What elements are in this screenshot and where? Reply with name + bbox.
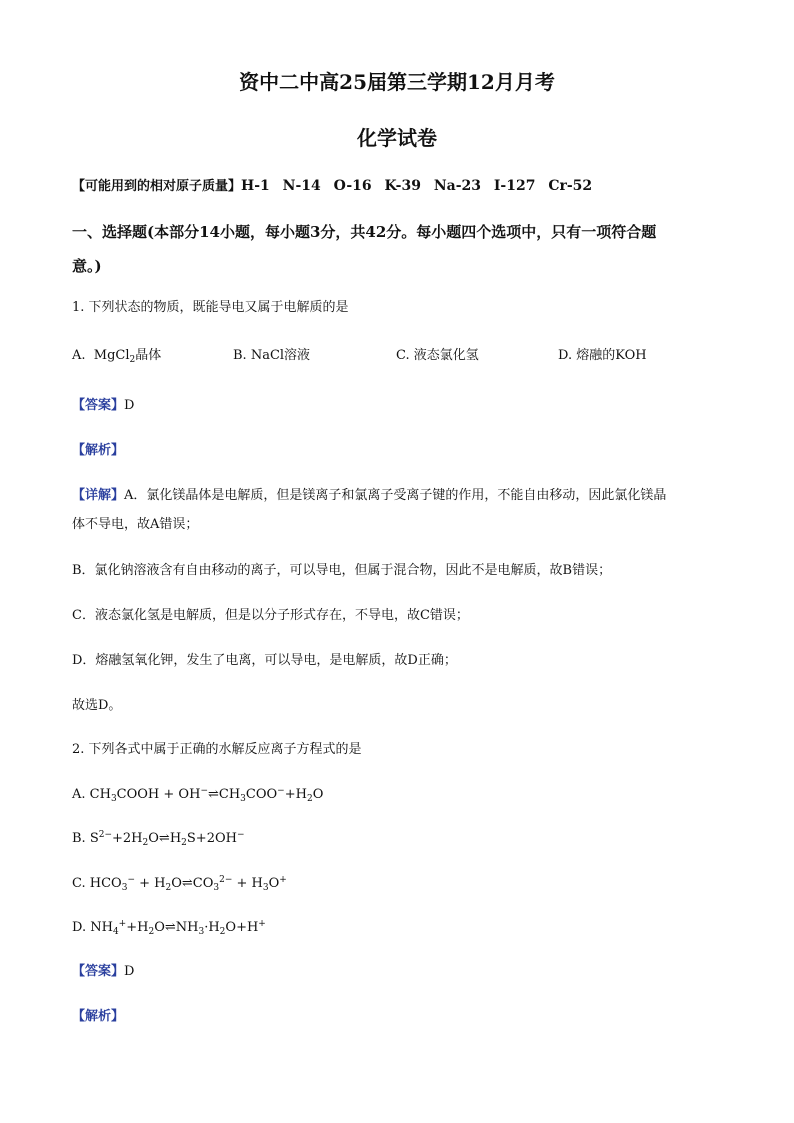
- atomic-mass-label: 【可能用到的相对原子质量】: [72, 179, 242, 194]
- analysis-tag: 【解析】: [72, 1009, 125, 1024]
- analysis-line-2: [72, 1009, 124, 1025]
- analysis-tag: 【解析】: [72, 443, 125, 458]
- option-b: B. NaCl溶液: [233, 348, 311, 363]
- option-a: A. MgCl$_2$晶体: [72, 348, 162, 365]
- answer-value: D: [124, 964, 135, 979]
- conclusion-line: 故选D。: [72, 698, 122, 713]
- detail-b-line: B．氯化钠溶液含有自由移动的离子，可以导电，但属于混合物，因此不是电解质，故B错误；: [72, 563, 612, 578]
- question-2-stem: 2. 下列各式中属于正确的水解反应离子方程式的是: [72, 742, 362, 757]
- detail-d-line: D．熔融氢氧化钾，发生了电离，可以导电，是电解质，故D正确；: [72, 653, 457, 668]
- atomic-mass-values: H-1 N-14 O-16 K-39 Na-23 I-127 Cr-52: [241, 178, 593, 194]
- atomic-mass-line: [72, 178, 592, 195]
- q2-option-b: B. $S^{2-}+2H_2O\rightleftharpoons H_2S+2OH^-$: [72, 830, 245, 848]
- q2-option-d: D. $NH_4^++H_2O\rightleftharpoons NH_3\cdot H_2O+H^+$: [72, 919, 266, 937]
- detail-tag: 【详解】: [72, 488, 125, 503]
- detail-a-line-1: 【详解】A．氯化镁晶体是电解质，但是镁离子和氯离子受离子键的作用，不能自由移动，因此氯化镁晶: [72, 488, 667, 503]
- analysis-line-1: [72, 443, 124, 459]
- exam-subject: 化学试卷: [357, 126, 437, 150]
- answer-line-2: [72, 964, 134, 980]
- exam-title: 资中二中高25届第三学期12月月考: [239, 70, 555, 94]
- answer-line-1: [72, 398, 134, 414]
- section-heading: 一、选择题(本部分14小题，每小题3分，共42分。每小题四个选项中，只有一项符合题: [72, 223, 657, 241]
- question-1-options: [72, 348, 722, 366]
- option-d: D. 熔融的KOH: [558, 348, 647, 363]
- detail-a-line-2: 体不导电，故A错误；: [72, 517, 199, 532]
- q2-option-c: C. $HCO_3^-$ + $H_2O\rightleftharpoons CO_3^{2-} + H_3O^+$: [72, 875, 287, 893]
- answer-tag: 【答案】: [72, 964, 125, 979]
- answer-value: D: [124, 398, 135, 413]
- q2-option-a: A. $CH_3COOH$ + $OH^-\rightleftharpoons CH_3COO^-+H_2O$: [72, 786, 324, 804]
- detail-c-line: C．液态氯化氢是电解质，但是以分子形式存在，不导电，故C错误；: [72, 608, 469, 623]
- question-1-stem: 1. 下列状态的物质，既能导电又属于电解质的是: [72, 300, 349, 315]
- answer-tag: 【答案】: [72, 398, 125, 413]
- option-c: C. 液态氯化氢: [396, 348, 479, 363]
- section-heading-cont: 意。): [72, 257, 102, 275]
